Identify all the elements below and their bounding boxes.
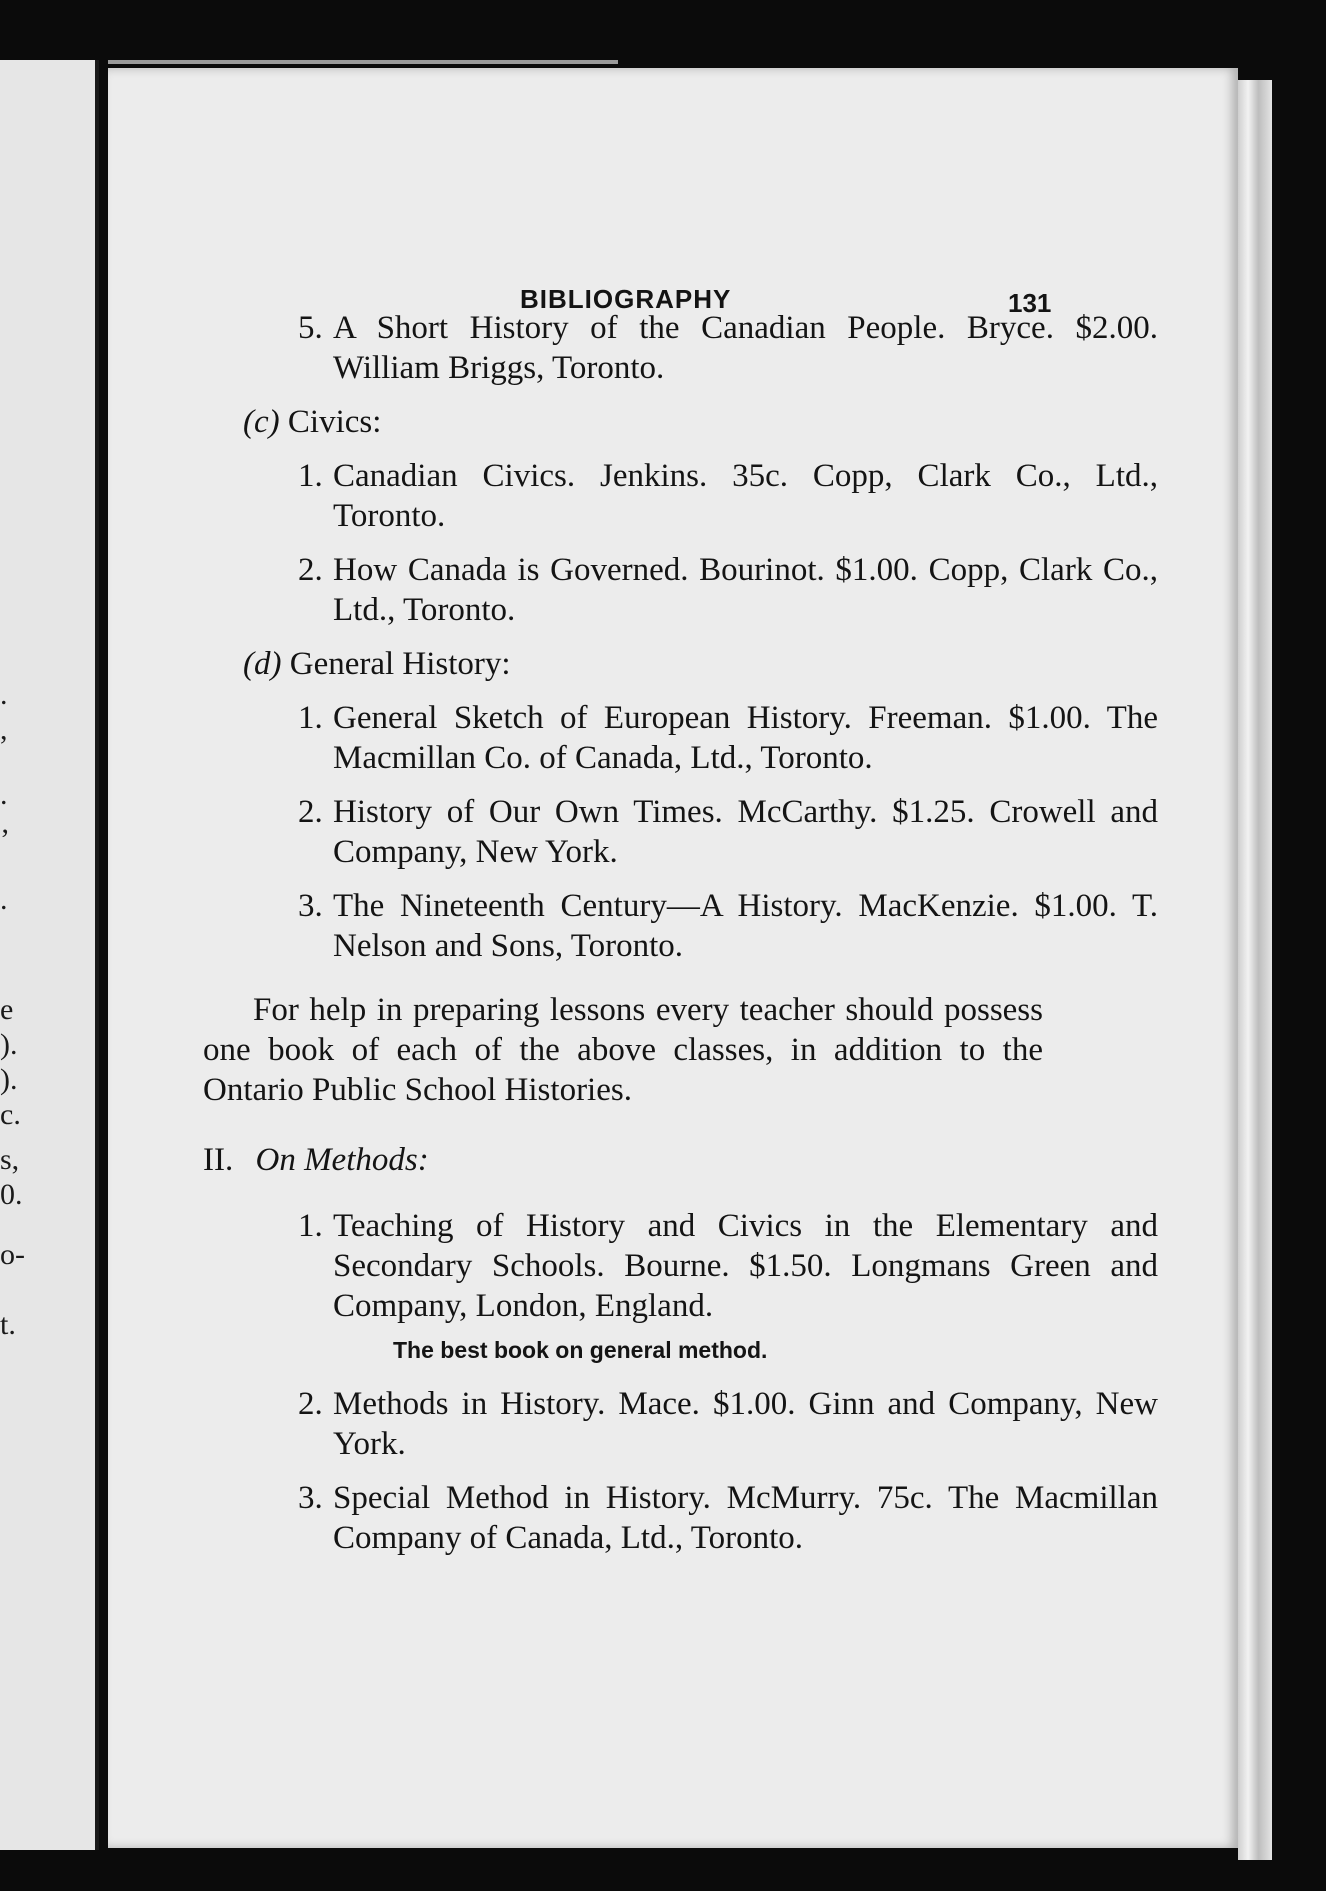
margin-fragment: s,	[0, 1143, 20, 1176]
body-paragraph: For help in preparing lessons every teacher should possess one book of each of the above classes, in addition to the Ontario Public School Histories.	[203, 992, 1043, 1108]
item-number: 2.	[298, 794, 323, 830]
item-number: 2.	[298, 552, 323, 588]
page-content	[203, 228, 1158, 1572]
section-title: On Methods:	[255, 1142, 429, 1178]
left-margin-fragments	[0, 60, 95, 1850]
subsection-letter: (c)	[243, 404, 280, 440]
left-page-edge	[0, 60, 99, 1850]
item-number: 3.	[298, 888, 323, 924]
margin-fragment: t.	[0, 1308, 16, 1341]
item-text: Methods in History. Mace. $1.00. Ginn and Company, New York.	[333, 1386, 1158, 1462]
item-text: Special Method in History. McMurry. 75c. The Macmillan Company of Canada, Ltd., Toronto.	[333, 1480, 1158, 1556]
list-item	[298, 886, 1158, 966]
item-number: 3.	[298, 1480, 323, 1516]
subsection-general-history	[243, 644, 1158, 684]
margin-fragment: o-	[0, 1238, 25, 1271]
list-item	[298, 550, 1158, 630]
list-item	[298, 456, 1158, 536]
item-text: General Sketch of European History. Freeman. $1.00. The Macmillan Co. of Canada, Ltd., Toronto.	[333, 700, 1158, 776]
margin-fragment: .	[0, 883, 8, 916]
margin-fragment: .	[0, 778, 8, 811]
top-rule	[108, 60, 618, 64]
list-item	[298, 1478, 1158, 1558]
list-item	[298, 792, 1158, 872]
page-number: 131	[1008, 288, 1052, 318]
list-item	[298, 698, 1158, 778]
section-numeral: II.	[203, 1142, 234, 1178]
subsection-civics	[243, 402, 1158, 442]
book-page	[108, 68, 1238, 1848]
item-number: 5.	[298, 310, 323, 346]
page-stack-edge	[1238, 80, 1272, 1860]
list-item	[298, 308, 1158, 388]
item-number: 2.	[298, 1386, 323, 1422]
item-number: 1.	[298, 1208, 323, 1244]
section-heading	[203, 1140, 1158, 1180]
item-note: The best book on general method.	[393, 1337, 768, 1363]
list-item	[298, 1384, 1158, 1464]
margin-fragment: ’	[0, 823, 10, 856]
item-number: 1.	[298, 700, 323, 736]
item-text: Canadian Civics. Jenkins. 35c. Copp, Clark Co., Ltd., Toronto.	[333, 458, 1158, 534]
margin-fragment: ,	[0, 713, 8, 746]
margin-fragment: ).	[0, 1063, 18, 1096]
running-title: BIBLIOGRAPHY	[520, 284, 732, 314]
item-text: History of Our Own Times. McCarthy. $1.25. Crowell and Company, New York.	[333, 794, 1158, 870]
margin-fragment: .	[0, 678, 8, 711]
subsection-label: General History:	[289, 646, 511, 682]
subsection-label: Civics:	[287, 404, 382, 440]
margin-fragment: c.	[0, 1098, 21, 1131]
item-text: The Nineteenth Century—A History. MacKenzie. $1.00. T. Nelson and Sons, Toronto.	[333, 888, 1158, 964]
item-number: 1.	[298, 458, 323, 494]
item-text: A Short History of the Canadian People. Bryce. $2.00. William Briggs, Toronto.	[333, 310, 1158, 386]
item-text: How Canada is Governed. Bourinot. $1.00. Copp, Clark Co., Ltd., Toronto.	[333, 552, 1158, 628]
item-text: Teaching of History and Civics in the Elementary and Secondary Schools. Bourne. $1.50. Longmans Green and Company, London, England.	[333, 1208, 1158, 1324]
subsection-letter: (d)	[243, 646, 282, 682]
list-item	[298, 1206, 1158, 1370]
margin-fragment: 0.	[0, 1178, 23, 1211]
margin-fragment: ).	[0, 1028, 18, 1061]
margin-fragment: e	[0, 993, 14, 1026]
